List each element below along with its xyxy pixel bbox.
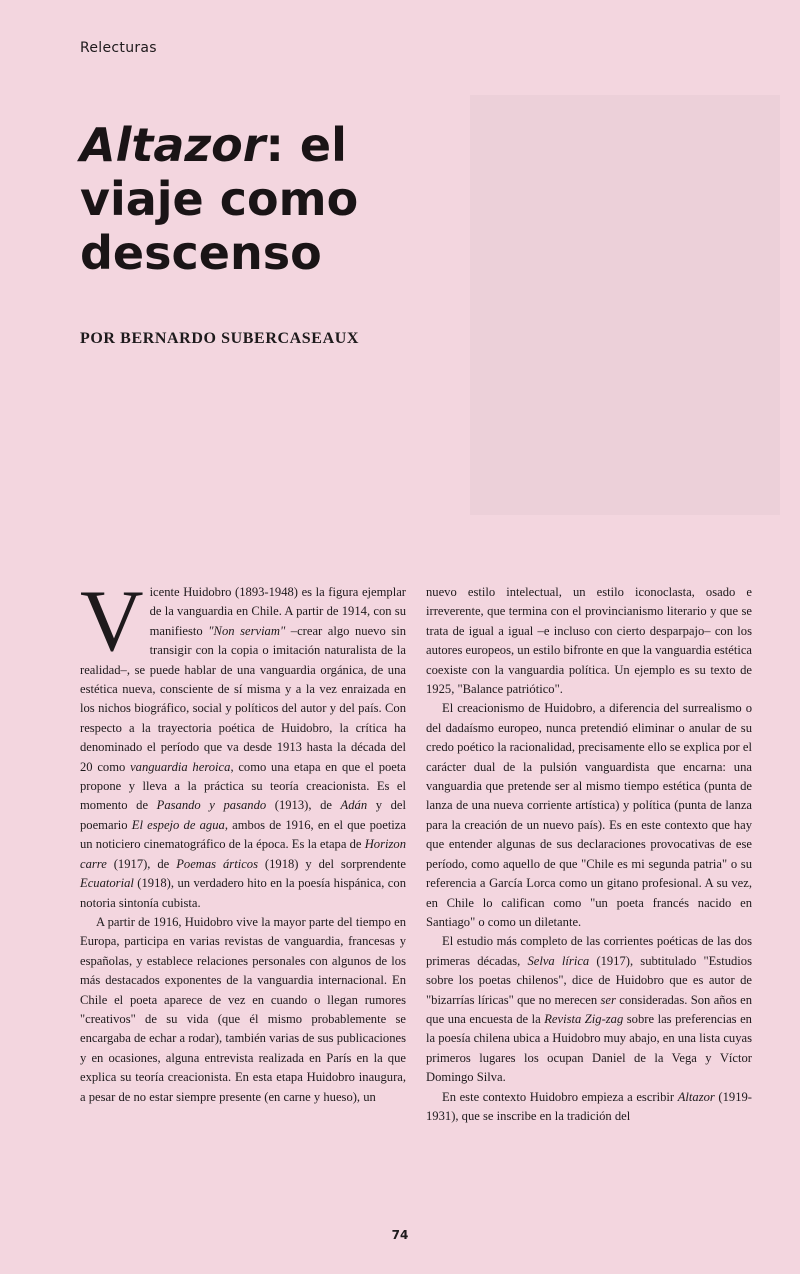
title-line2: viaje como (80, 172, 359, 226)
paragraph: nuevo estilo intelectual, un estilo iconoclasta, osado e irreverente, que termina con el provincianismo literario y que se trata de igual a igual –e incluso con cierto desparpajo– con los autores europeos, un estilo bifronte en que la vanguardia estética coexiste con la vanguardia política. Un ejemplo es su texto de 1925, "Balance patriótico". (426, 585, 752, 697)
paragraph: En este contexto Huidobro empieza a escribir Altazor (1919-1931), que se inscribe en la tradición del (426, 1089, 752, 1123)
page-number: 74 (391, 1228, 409, 1242)
section-label: Relecturas (80, 40, 157, 56)
title-italic: Altazor (80, 118, 266, 172)
byline: POR BERNARDO SUBERCASEAUX (80, 330, 360, 347)
column-left (80, 573, 406, 1107)
paragraph: A partir de 1916, Huidobro vive la mayor parte del tiempo en Europa, participa en varias revistas de vanguardia, francesas y españolas, y establece relaciones personales con algunos de los más destacados exponentes de la vanguardia internacional. En Chile el poeta aparece de vez en cuando o llegan rumores "creativos" de su vida (que él mismo probablemente se encargaba de echar a rodar), también varias de sus publicaciones y en ocasiones, alguna entrevista realizada en París en la que explica su teoría creacionista. En esta etapa Huidobro inaugura, a pesar de no estar siempre presente (en carne y hueso), un (80, 914, 406, 1104)
bleed-through-shadow (470, 95, 780, 515)
article-title (80, 118, 358, 280)
paragraph: Vicente Huidobro (1893-1948) es la figura ejemplar de la vanguardia en Chile. A partir de 1914, con su manifiesto "Non serviam" –crear algo nuevo sin transigir con la copia o imitación naturalista de la realidad–, se puede hablar de una vanguardia orgánica, de una estética nueva, consciente de sí misma y a la vez enraizada en los nichos biográfico, social y políticos del autor y del país. Con respecto a la trayectoria poética de Huidobro, la crítica ha denominado el período que va desde 1913 hasta la década del 20 como vanguardia heroica, como una etapa en que el poeta propone y lleva a la práctica su teoría creacionista. Es el momento de Pasando y pasando (1913), de Adán y del poemario El espejo de agua, ambos de 1916, en el que poetiza un noticiero cinematográfico de la época. Es la etapa de Horizon carre (1917), de Poemas árticos (1918) y del sorprendente Ecuatorial (1918), un verdadero hito en la poesía hispánica, con notoria sintonía cubista. (80, 573, 406, 910)
paragraph: El creacionismo de Huidobro, a diferencia del surrealismo o del dadaísmo europeo, nunca pretendió eliminar o anular de su credo poético la racionalidad, precisamente ello se explica por el carácter dual de la pulsión vanguardista que encarna: una vanguardia que pretende ser al mismo tiempo estética (punta de lanza de una nueva corriente artística) y política (punta de lanza para la creación de un nuevo país). Es en este contexto que hay que entender algunas de sus declaraciones provocativas de ese período, como aquello de que "Chile es mi segunda patria" o su referencia a García Lorca como un gitano profesional. A su vez, en Chile lo califican como "un poeta francés nacido en Santiago" o como un diletante. (426, 701, 752, 929)
title-line3: descenso (80, 226, 322, 280)
title-line1-rest: : el (265, 118, 347, 172)
column-right (426, 583, 752, 1126)
paragraph: El estudio más completo de las corrientes poéticas de las dos primeras décadas, Selva lírica (1917), subtitulado "Estudios sobre los poetas chilenos", dice de Huidobro que es autor de "bizarrías líricas" que no merecen ser consideradas. Son años en que una encuesta de la Revista Zig-zag sobre las preferencias en la poesía chilena ubica a Huidobro muy abajo, en una lista cuyas primeros lugares los ocupan Daniel de la Vega y Víctor Domingo Silva. (426, 934, 752, 1085)
drop-cap: V (80, 573, 144, 670)
